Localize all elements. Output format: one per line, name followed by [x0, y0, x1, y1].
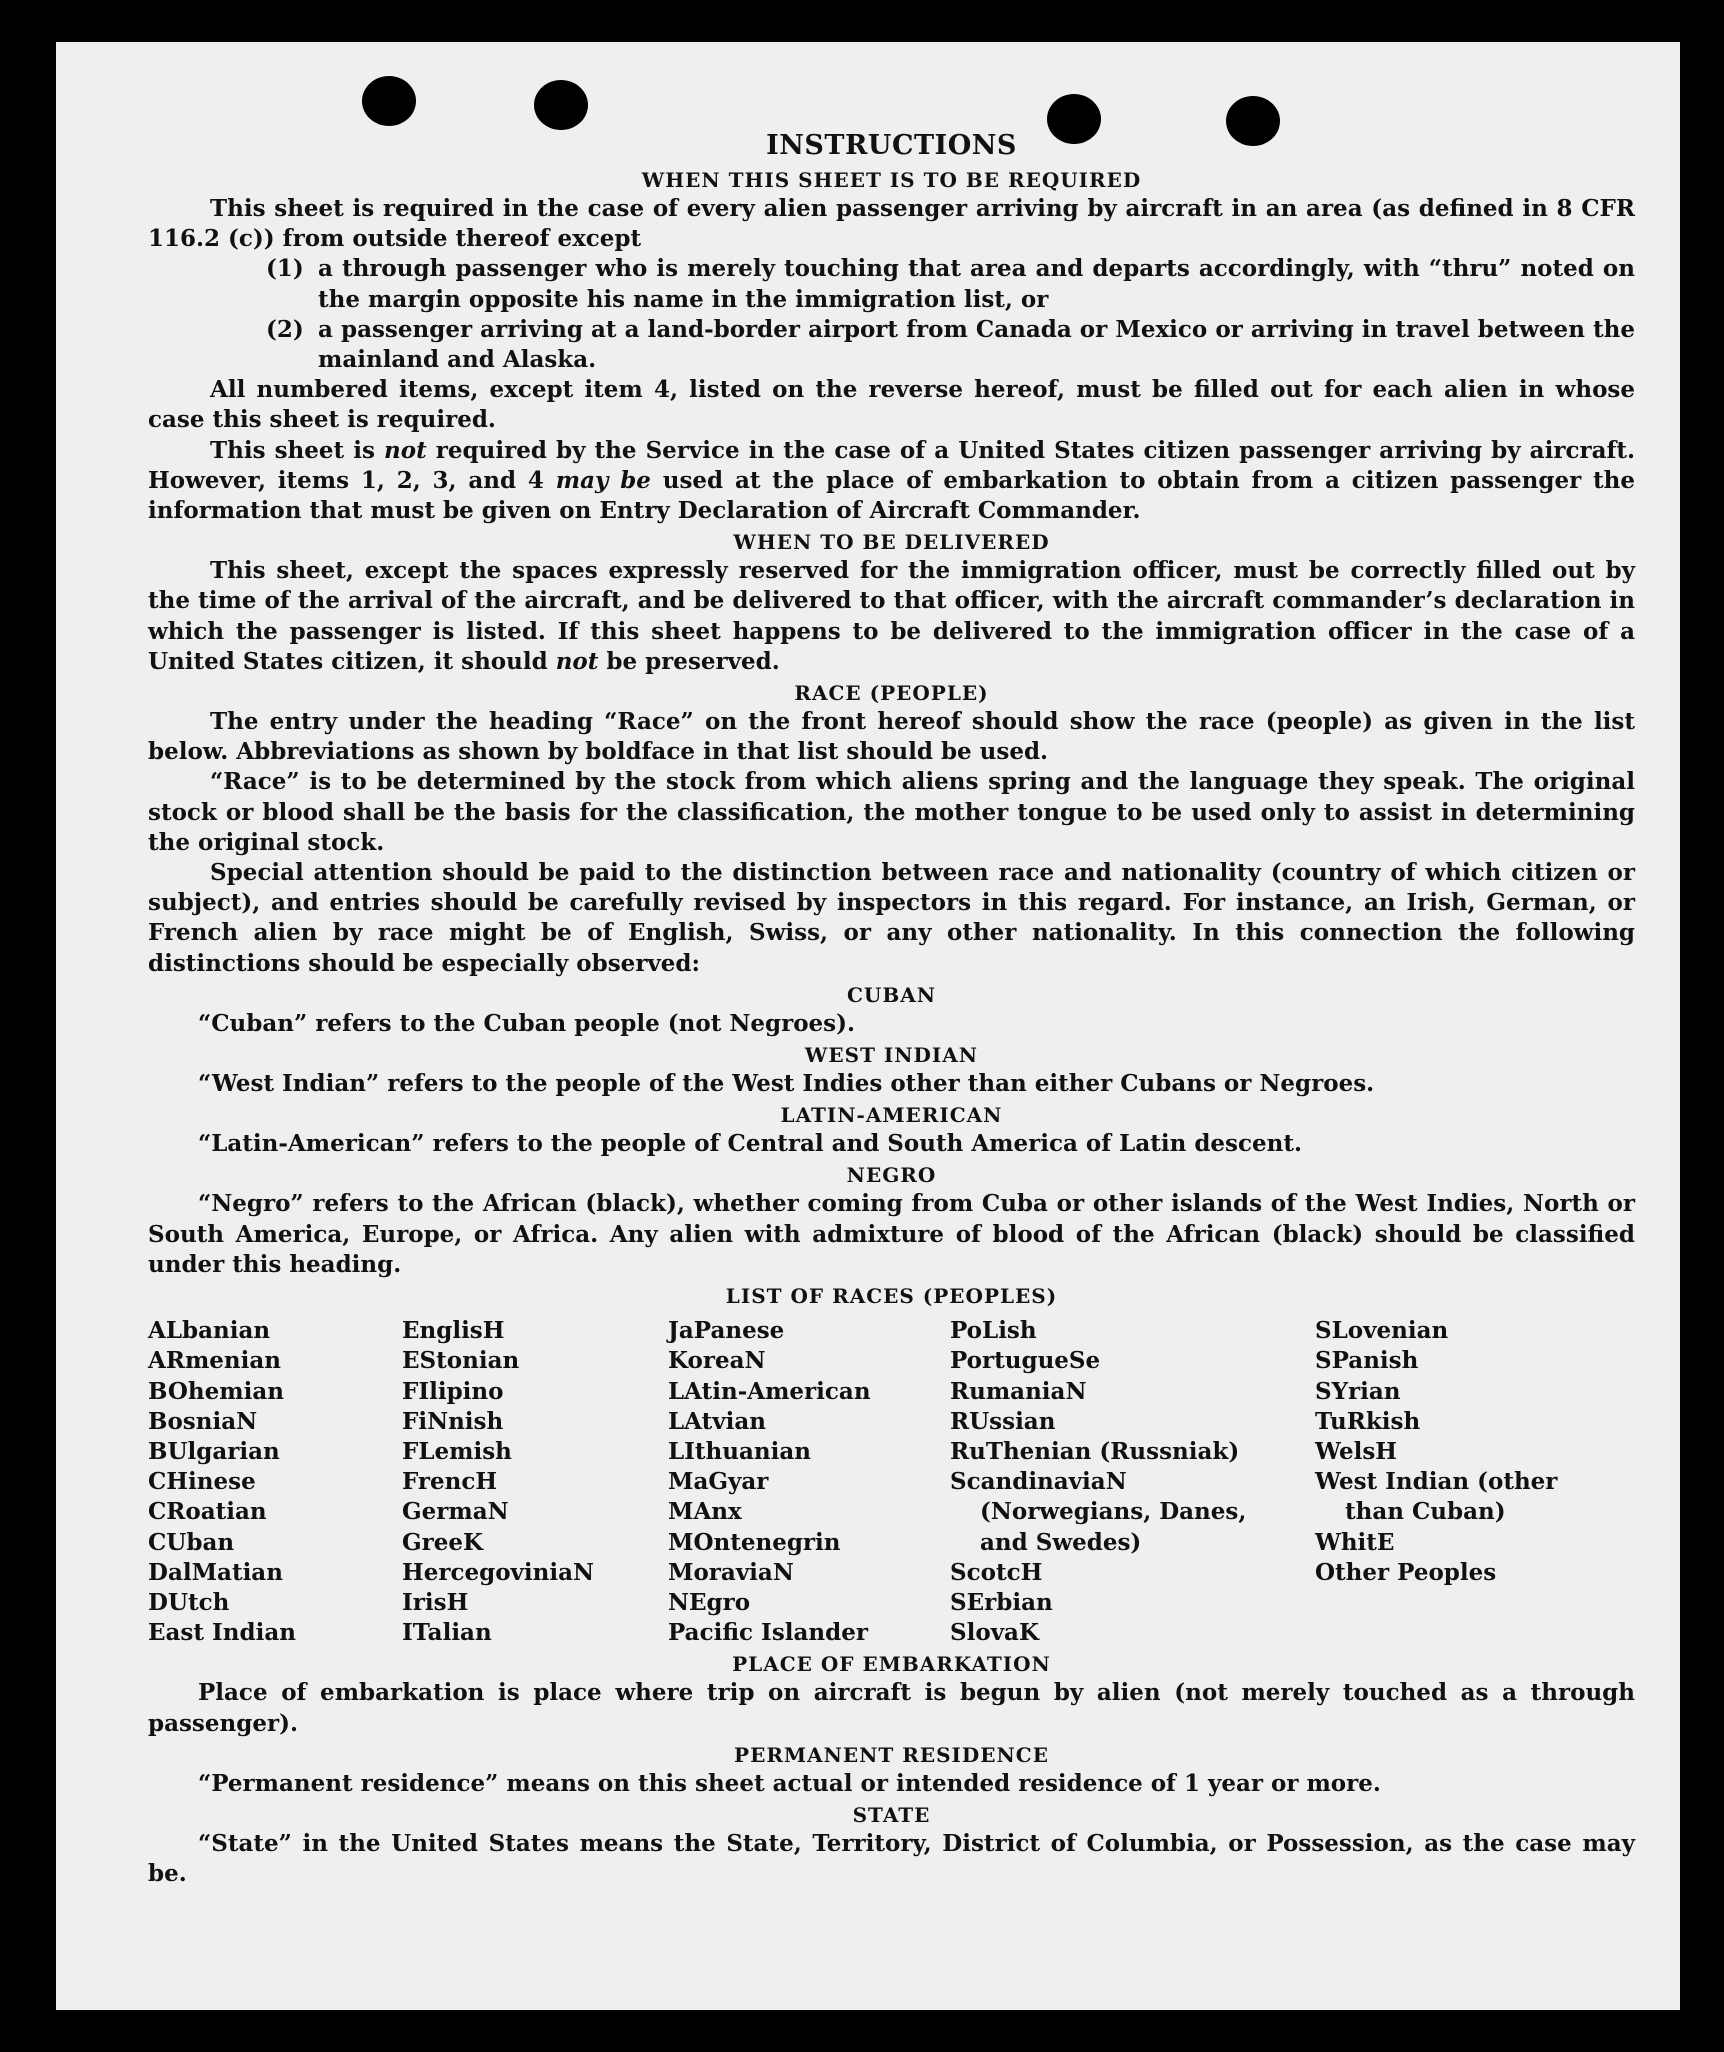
section-heading: WHEN TO BE DELIVERED [733, 530, 1050, 555]
section-heading: WHEN THIS SHEET IS TO BE REQUIRED [641, 168, 1142, 192]
race-item: HercegoviniaN [402, 1558, 595, 1586]
paragraph: The entry under the heading “Race” on the front hereof should show the race (people) as given in the list below. Abbreviations as shown by boldface in that list should be used. [148, 708, 1635, 766]
race-column [1315, 1316, 1575, 1648]
paragraph: This sheet, except the spaces expressly reserved for the immigration officer, must be correctly filled out by the time of the arrival of the aircraft, and be delivered to that officer, with the aircraft commander’s declaration in which the passenger is listed. If this sheet happens to be delivered to the immigration officer in the case of a United States citizen, it should not be preserved. [148, 557, 1635, 675]
race-item: BOhemian [148, 1377, 284, 1405]
race-column [148, 1316, 402, 1648]
race-column [668, 1316, 950, 1648]
section-heading: LATIN-AMERICAN [780, 1103, 1003, 1128]
race-item: PortugueSe [950, 1347, 1101, 1375]
page-title: INSTRUCTIONS [766, 130, 1017, 161]
race-item: FrencH [402, 1468, 498, 1496]
race-item: BosniaN [148, 1407, 258, 1435]
list-number: (2) [266, 315, 304, 343]
race-item: LAtin-American [668, 1377, 871, 1405]
race-item: SPanish [1315, 1347, 1419, 1375]
race-item: ARmenian [148, 1347, 282, 1375]
paragraph: “Race” is to be determined by the stock from which aliens spring and the language they speak. The original stock or blood shall be the basis for the classification, the mother tongue to be used only to assist in determining the original stock. [148, 768, 1635, 856]
race-item: KoreaN [668, 1347, 766, 1375]
punch-hole [534, 80, 588, 130]
paragraph: All numbered items, except item 4, listed on the reverse hereof, must be filled out for each alien in whose case this sheet is required. [148, 376, 1635, 434]
definition: “Cuban” refers to the Cuban people (not Negroes). [198, 1009, 856, 1037]
section-heading: NEGRO [846, 1163, 937, 1188]
race-item: MOntenegrin [668, 1528, 841, 1556]
race-item: FIlipino [402, 1377, 504, 1405]
race-item: PoLish [950, 1317, 1037, 1345]
race-item: MaGyar [668, 1468, 769, 1496]
paragraph: “Negro” refers to the African (black), whether coming from Cuba or other islands of the West Indies, North or South America, Europe, or Africa. Any alien with admixture of blood of the African (black) should be classified under this heading. [148, 1190, 1635, 1278]
race-item: Pacific Islander [668, 1619, 868, 1647]
race-item: SlovaK [950, 1619, 1039, 1647]
list-text: a through passenger who is merely touching that area and departs accordingly, with “thru” noted on the margin opposite his name in the immigration list, or [318, 255, 1635, 313]
section-heading: STATE [852, 1802, 931, 1827]
list-item [266, 315, 1635, 375]
race-list [148, 1316, 1635, 1648]
race-item: CRoatian [148, 1498, 267, 1526]
paragraph: This sheet is required in the case of every alien passenger arriving by aircraft in an area (as defined in 8 CFR 116.2 (c)) from outside thereof except [148, 195, 1635, 253]
race-item: SLovenian [1315, 1317, 1449, 1345]
section-heading: WEST INDIAN [804, 1043, 979, 1068]
race-item: ScandinaviaN (Norwegians, Danes, and Swedes) [950, 1468, 1247, 1556]
race-item: WelsH [1315, 1437, 1398, 1465]
instructions-body [148, 128, 1635, 1889]
race-item: FiNnish [402, 1407, 504, 1435]
race-item: WhitE [1315, 1528, 1395, 1556]
definition: “West Indian” refers to the people of the West Indies other than either Cubans or Negroes. [198, 1070, 1375, 1098]
paragraph: “State” in the United States means the State, Territory, District of Columbia, or Possession, as the case may be. [148, 1829, 1635, 1888]
race-item: EStonian [402, 1347, 520, 1375]
section-heading: RACE (PEOPLE) [794, 681, 989, 706]
race-item: ALbanian [148, 1317, 271, 1345]
race-item: RuThenian (Russniak) [950, 1437, 1240, 1465]
paragraph: This sheet is not required by the Service in the case of a United States citizen passenger arriving by aircraft. However, items 1, 2, 3, and 4 may be used at the place of embarkation to obtain from a citizen passenger the information that must be given on Entry Declaration of Aircraft Commander. [148, 436, 1636, 525]
race-item: ITalian [402, 1619, 492, 1647]
race-item: JaPanese [668, 1317, 785, 1345]
list-text: a passenger arriving at a land-border airport from Canada or Mexico or arriving in travel between the mainland and Alaska. [318, 315, 1635, 374]
section-heading: PLACE OF EMBARKATION [732, 1652, 1051, 1677]
race-item: East Indian [148, 1619, 296, 1647]
race-item: FLemish [402, 1437, 512, 1465]
race-item: MAnx [668, 1498, 742, 1526]
race-item: SYrian [1315, 1377, 1401, 1405]
race-item: LIthuanian [668, 1437, 811, 1465]
race-item: West Indian (other than Cuban) [1315, 1468, 1558, 1526]
document-page [56, 42, 1680, 2010]
race-item: CHinese [148, 1468, 256, 1496]
race-item: CUban [148, 1528, 235, 1556]
race-item: LAtvian [668, 1407, 766, 1435]
race-item: IrisH [402, 1588, 469, 1616]
paragraph: Place of embarkation is place where trip on aircraft is begun by alien (not merely touched as a through passenger). [148, 1679, 1635, 1737]
race-item: RUssian [950, 1407, 1056, 1435]
definition: “Latin-American” refers to the people of Central and South America of Latin descent. [198, 1130, 1302, 1158]
race-column [402, 1316, 668, 1648]
race-item: DUtch [148, 1588, 230, 1616]
list-item [266, 254, 1635, 314]
race-item: EnglisH [402, 1317, 505, 1345]
race-item: GreeK [402, 1528, 484, 1556]
race-item: RumaniaN [950, 1377, 1087, 1405]
section-heading: PERMANENT RESIDENCE [734, 1742, 1049, 1767]
race-item: GermaN [402, 1498, 509, 1526]
race-item: MoraviaN [668, 1558, 794, 1586]
section-heading: CUBAN [846, 982, 937, 1007]
race-column [950, 1316, 1250, 1648]
race-item: TuRkish [1315, 1407, 1421, 1435]
race-item: SErbian [950, 1588, 1053, 1616]
race-item: NEgro [668, 1588, 751, 1616]
race-item: Other Peoples [1315, 1558, 1497, 1586]
definition: “Permanent residence” means on this sheet actual or intended residence of 1 year or more. [198, 1769, 1381, 1797]
race-item: ScotcH [950, 1558, 1043, 1586]
punch-hole [362, 76, 416, 126]
section-heading: LIST OF RACES (PEOPLES) [725, 1284, 1058, 1309]
race-item: BUlgarian [148, 1437, 280, 1465]
race-item: DalMatian [148, 1558, 283, 1586]
list-number: (1) [266, 255, 304, 283]
paragraph: Special attention should be paid to the distinction between race and nationality (country of which citizen or subject), and entries should be carefully revised by inspectors in this regard. For instance, an Irish, German, or French alien by race might be of English, Swiss, or any other nationality. In this connection the following distinctions should be especially observed: [148, 859, 1635, 977]
